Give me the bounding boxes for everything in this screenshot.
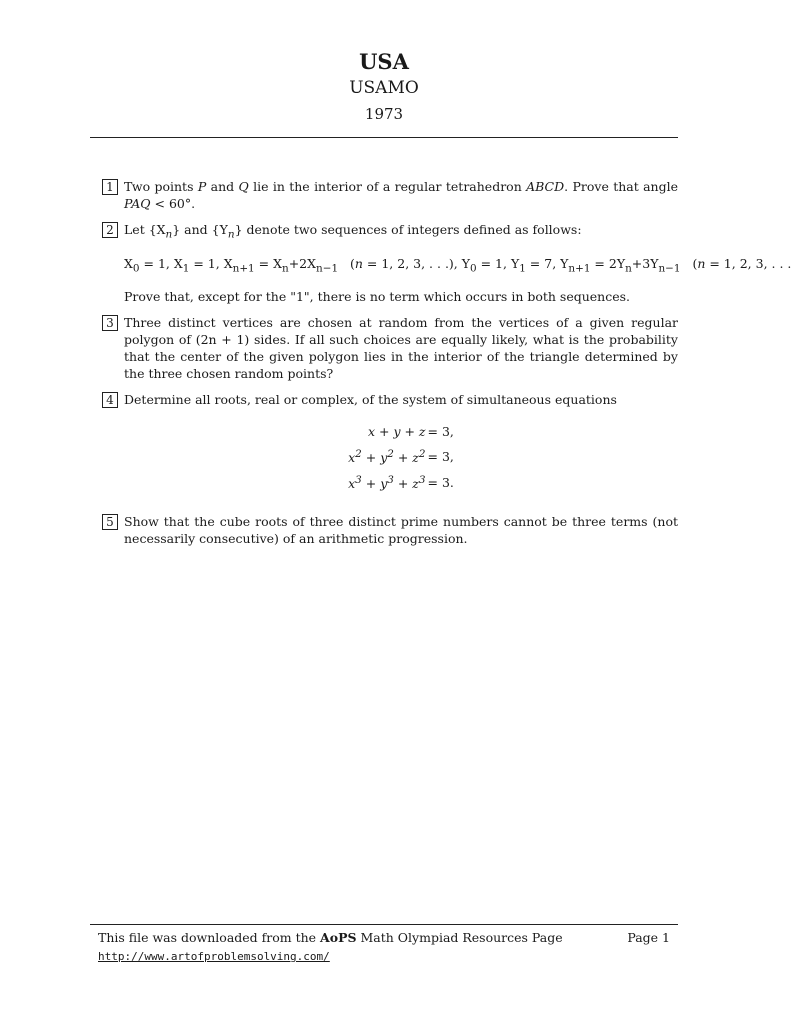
aops-link[interactable]: http://www.artofproblemsolving.com/	[98, 950, 330, 963]
problem-4	[102, 391, 678, 495]
problem-conclusion: Prove that, except for the "1", there is no term which occurs in both sequences.	[124, 289, 631, 304]
problem-text: Two points P and Q lie in the interior of a regular tetrahedron ABCD. Prove that angle PAQ < 60°.	[124, 179, 678, 211]
problem-number-box: 2	[102, 222, 118, 238]
country-title: USA	[359, 49, 409, 74]
problem-text: Three distinct vertices are chosen at random from the vertices of a given regular polygon of (2n + 1) sides. If all such choices are equally likely, what is the probability that the center of the given polygon lies in the interior of the triangle determined by the three chosen random points?	[124, 315, 678, 381]
page-number: Page 1	[627, 930, 670, 945]
equation-system	[124, 420, 678, 495]
problem-5	[102, 513, 678, 547]
page-footer	[98, 929, 670, 966]
problem-number-box: 1	[102, 179, 118, 195]
problem-1	[102, 178, 678, 212]
problem-text: Let $\{X_n\}$ and $\{Y_n\}$ denote two sequences of integers defined as follows:	[124, 222, 582, 241]
aops-brand: AoPS	[320, 930, 357, 945]
sequence-definition: $X_0 = 1$, $X_1 = 1$, $X_{n+1} = X_n+2X_{n-1}$ (n = 1, 2, 3, . . .), $Y_0 = 1$, $Y_1 = 7$, $Y_{n+1} = 2Y_n+3Y_{n-1}$ (n = 1, 2, 3, . . .	[124, 255, 791, 274]
competition-title: USAMO	[349, 78, 419, 98]
footer-rule	[90, 924, 678, 925]
problem-list	[102, 178, 791, 556]
document-header	[0, 48, 768, 126]
header-rule	[90, 137, 678, 138]
equation-1: x + y + z = 3,	[367, 424, 454, 439]
problem-text: Show that the cube roots of three distinct prime numbers cannot be three terms (not necessarily consecutive) of an arithmetic progression.	[124, 514, 678, 547]
year-title: 1973	[364, 105, 404, 123]
equation-2: $x^2 + y^2 + z^2$ = 3,	[348, 448, 454, 466]
problem-text: Determine all roots, real or complex, of the system of simultaneous equations	[124, 392, 617, 407]
problem-2	[102, 221, 791, 305]
equation-3: $x^3 + y^3 + z^3$ = 3.	[348, 474, 454, 492]
problem-number-box: 4	[102, 392, 118, 408]
footer-source: This file was downloaded from the AoPS Math Olympiad Resources Page	[98, 930, 563, 945]
problem-number-box: 3	[102, 315, 118, 331]
problem-3	[102, 314, 678, 382]
problem-number-box: 5	[102, 514, 118, 530]
